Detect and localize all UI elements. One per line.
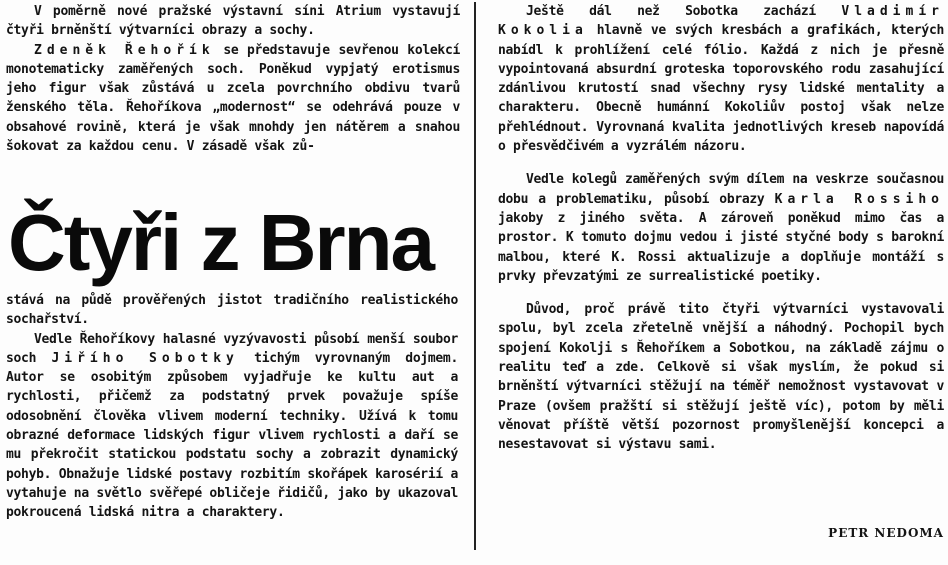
paragraph-kokolia-text: hlavně ve svých kresbách a grafikách, kterých nabídl k prohlížení celé fólio. Každá z nich je přesně vypointovaná absurdní groteska toporovského rodu zasahující zdánlivou krutostí snad všechny rysy lidské mentality a charakteru. Obecně humánní Kokoliův postoj však nelze přehlédnout. Vyrovnaná kvalita jednotlivých kreseb napovídá o přesvědčivém a vyzrálém názoru. xyxy=(498,23,944,155)
artist-name-rehorik: Zdeněk Řehořík xyxy=(34,42,215,58)
paragraph-rehorik-text: se představuje sevřenou kolekcí monotematicky zaměřených soch. Poněkud vypjatý erotismus jeho figur však zůstává u zcela povrchního obdivu tvarů ženského těla. Řehoříkova „modernost“ se odehrává pouze v obsahové rovině, která je však mnohdy jen nátěrem a snahou šokovat za každou cenu. V zásadě však zů- xyxy=(6,42,460,155)
artist-name-sobotka: Jiřího Sobotky xyxy=(51,350,239,366)
paragraph-sobotka xyxy=(6,330,458,523)
paragraph-rossi xyxy=(498,170,944,286)
right-column xyxy=(498,2,944,455)
paragraph-kokolia xyxy=(498,2,944,156)
headline: Čtyři z Brna xyxy=(8,198,433,287)
author-byline: PETR NEDOMA xyxy=(828,526,944,540)
artist-name-kokolia: Vladimír Kokolia xyxy=(498,4,944,39)
paragraph-rehorik xyxy=(6,41,460,157)
paragraph-sobotka-text: tichým vyrovnaným dojmem. Autor se osobitým způsobem vyjadřuje ke kultu aut a rychlosti, přičemž za podstatný prvek považuje spíše odosobnění člověka vlivem moderní techniky. Užívá k tomu obrazné deformace lidských figur vlivem rychlosti a daří se mu překročit statickou podstatu sochy a zobrazit dynamický pohyb. Obnažuje lidské postavy rozbitím skořápek karosérií a vytahuje na světlo svěřepé obličeje řidičů, jako by ukazoval pokroucená lidská nitra a charaktery. xyxy=(6,350,458,521)
left-column-bottom xyxy=(6,291,458,523)
paragraph-intro: V poměrně nové pražské výstavní síni Atrium vystavují čtyři brněnští výtvarníci obrazy a sochy. xyxy=(6,4,460,39)
paragraph-rossi-lead: Vedle kolegů zaměřených svým dílem na veskrze současnou dobu a problematiku, působí obrazy xyxy=(498,172,944,207)
paragraph-sobotka-lead: Vedle Řehoříkovy halasné vyzývavosti působí menší soubor soch xyxy=(6,331,458,366)
paragraph-rossi-text: jakoby z jiného světa. A zároveň poněkud mimo čas a prostor. K tomuto dojmu vedou i jisté styčné body s barokní malbou, které K. Rossi aktualizuje a doplňuje montáží s prvky převzatými ze surrealistické poetiky. xyxy=(498,210,944,284)
artist-name-rossi: Karla Rossiho xyxy=(774,191,945,207)
paragraph-kokolia-lead: Ještě dál než Sobotka zachází xyxy=(526,4,842,19)
paragraph-continuation: stává na půdě prověřených jistot tradičního realistického sochařství. xyxy=(6,293,458,328)
column-divider xyxy=(474,2,476,550)
left-column-top xyxy=(6,2,460,156)
paragraph-conclusion: Důvod, proč právě tito čtyři výtvarníci vystavovali spolu, byl zcela zřetelně vnější a náhodný. Pochopil bych spojení Kokolji s Řehoříkem a Sobotkou, na základě zájmu o realitu teď a zde. Celkově si však myslím, že pokud si brněnští výtvarníci stěžují na téměř nemožnost vystavovat v Praze (ovšem pražští si stěžují ještě víc), potom by měli věnovat příště větší pozornost promyšlenější koncepci a nesestavovat si výstavu sami. xyxy=(498,302,944,453)
